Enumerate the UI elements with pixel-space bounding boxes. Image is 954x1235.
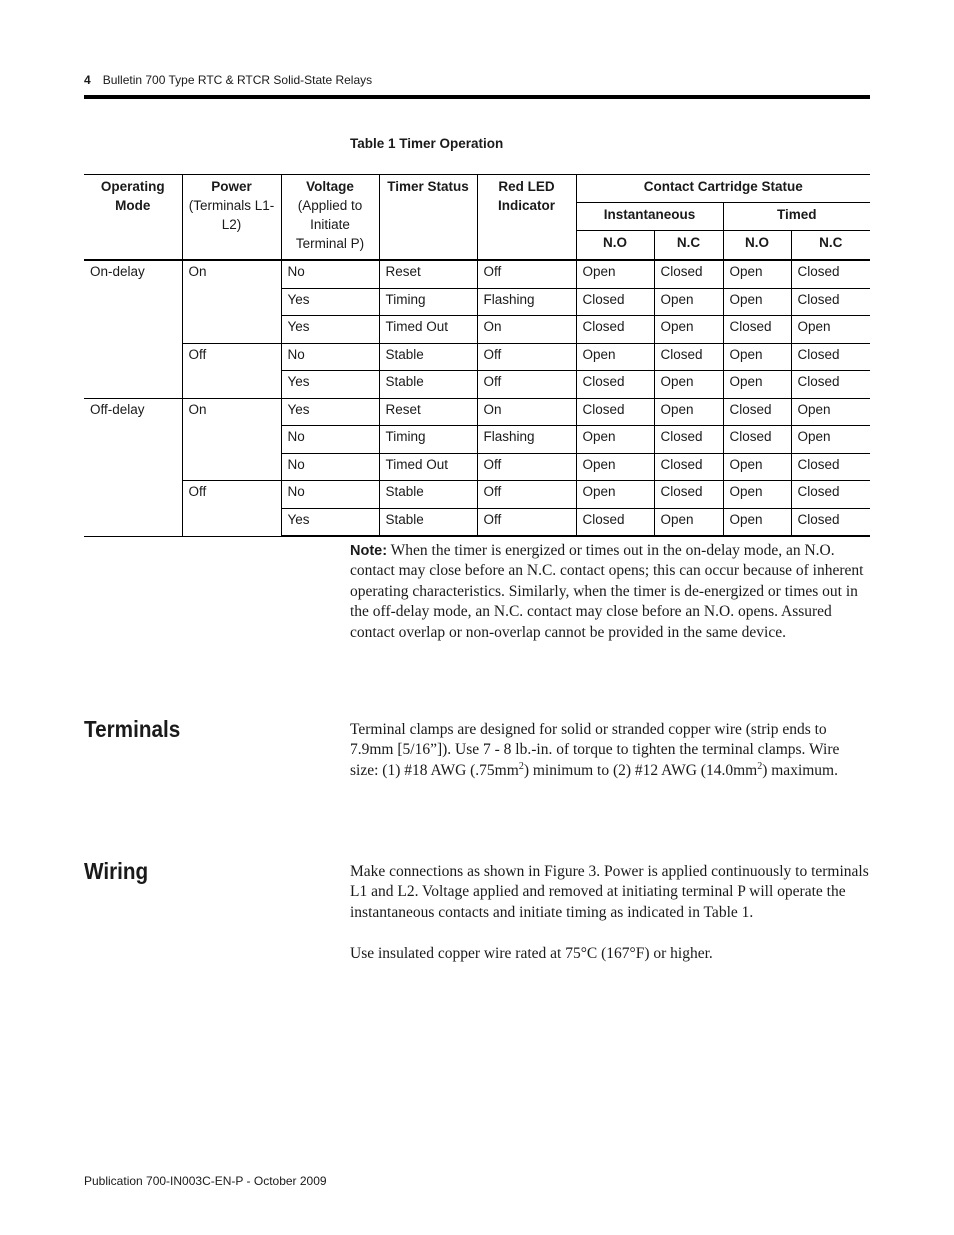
cell-voltage: Yes	[281, 288, 379, 316]
cell-led: Off	[477, 343, 576, 371]
cell-timed-no: Open	[723, 343, 791, 371]
cell-inst-nc: Closed	[654, 343, 723, 371]
header-rule	[84, 95, 870, 99]
cell-voltage: No	[281, 481, 379, 509]
cell-inst-nc: Open	[654, 316, 723, 344]
cell-timed-nc: Closed	[791, 371, 870, 399]
cell-timed-nc: Open	[791, 398, 870, 426]
cell-status: Reset	[379, 398, 477, 426]
cell-timed-no: Open	[723, 481, 791, 509]
cell-inst-no: Open	[576, 426, 654, 454]
col-header-power: Power (Terminals L1-L2)	[182, 175, 281, 261]
cell-timed-no: Open	[723, 371, 791, 399]
page-header	[84, 73, 372, 87]
cell-timed-nc: Closed	[791, 343, 870, 371]
cell-led: Off	[477, 371, 576, 399]
cell-timed-nc: Open	[791, 316, 870, 344]
cell-status: Timing	[379, 426, 477, 454]
cell-status: Stable	[379, 481, 477, 509]
table-row	[84, 481, 870, 509]
col-header-timed-no: N.O	[723, 231, 791, 261]
cell-status: Stable	[379, 343, 477, 371]
col-header-contact-group: Contact Cartridge Statue	[576, 175, 870, 203]
cell-voltage: No	[281, 260, 379, 288]
page-footer: Publication 700-IN003C-EN-P - October 2009	[84, 1174, 327, 1188]
page-number: 4	[84, 73, 91, 87]
col-header-inst-no: N.O	[576, 231, 654, 261]
cell-inst-no: Closed	[576, 508, 654, 536]
cell-inst-nc: Open	[654, 398, 723, 426]
cell-led: Off	[477, 260, 576, 288]
cell-mode: On-delay	[84, 260, 182, 398]
cell-inst-no: Open	[576, 343, 654, 371]
table-row	[84, 398, 870, 426]
wiring-heading: Wiring	[84, 858, 149, 884]
col-header-operating-mode: Operating Mode	[100, 179, 165, 213]
wiring-paragraph-2: Use insulated copper wire rated at 75°C (167°F) or higher.	[350, 945, 713, 962]
header-title: Bulletin 700 Type RTC & RTCR Solid-State Relays	[102, 73, 373, 87]
cell-timed-nc: Closed	[791, 260, 870, 288]
cell-voltage: No	[281, 453, 379, 481]
timer-operation-table	[84, 174, 870, 537]
cell-inst-nc: Open	[654, 371, 723, 399]
cell-status: Timed Out	[379, 316, 477, 344]
note-paragraph	[350, 541, 870, 643]
cell-timed-no: Closed	[723, 316, 791, 344]
cell-voltage: Yes	[281, 316, 379, 344]
col-header-inst-nc: N.C	[654, 231, 723, 261]
cell-timed-nc: Closed	[791, 508, 870, 536]
cell-inst-nc: Closed	[654, 481, 723, 509]
cell-status: Timing	[379, 288, 477, 316]
cell-status: Reset	[379, 260, 477, 288]
terminals-paragraph: Terminal clamps are designed for solid or stranded copper wire (strip ends to 7.9mm [5/16”]). Use 7 - 8 lb.-in. of torque to tighten the terminal clamps. Wire size: (1) #18 AWG $(.75mm^2)$ minimum to (2) #12 AWG $(14.0mm^2)$ maximum.	[350, 721, 840, 779]
terminals-heading: Terminals	[84, 716, 181, 742]
cell-timed-nc: Closed	[791, 453, 870, 481]
cell-timed-nc: Closed	[791, 288, 870, 316]
table-caption: Table 1 Timer Operation	[350, 136, 504, 151]
col-header-power-sub: (Terminals L1-L2)	[188, 198, 275, 232]
cell-inst-nc: Closed	[654, 453, 723, 481]
cell-led: Flashing	[477, 288, 576, 316]
cell-led: Off	[477, 453, 576, 481]
cell-inst-no: Open	[576, 453, 654, 481]
note-label: Note:	[350, 543, 388, 559]
cell-timed-no: Closed	[723, 426, 791, 454]
cell-led: Flashing	[477, 426, 576, 454]
cell-timed-nc: Closed	[791, 481, 870, 509]
cell-timed-no: Open	[723, 288, 791, 316]
col-header-timed: Timed	[723, 203, 870, 231]
cell-timed-no: Open	[723, 508, 791, 536]
cell-inst-no: Closed	[576, 316, 654, 344]
cell-inst-no: Closed	[576, 371, 654, 399]
superscript: 2	[518, 760, 524, 772]
cell-voltage: Yes	[281, 508, 379, 536]
cell-timed-nc: Open	[791, 426, 870, 454]
superscript: 2	[757, 760, 763, 772]
col-header-red-led: Red LED Indicator	[477, 175, 576, 261]
cell-voltage: Yes	[281, 398, 379, 426]
cell-inst-no: Closed	[576, 288, 654, 316]
note-text: When the timer is energized or times out in the on-delay mode, an N.O. contact may close before an N.C. contact opens; this can occur because of inherent operating characteristics. Similarly, when the timer is de-energized or times out in the off-delay mode, an N.C. contact may close before an N.O. opens. Assured contact overlap or non-overlap cannot be provided in the same device.	[350, 542, 864, 641]
cell-power: On	[182, 398, 281, 481]
cell-voltage: Yes	[281, 371, 379, 399]
col-header-timed-nc: N.C	[791, 231, 870, 261]
cell-led: On	[477, 316, 576, 344]
cell-inst-no: Open	[576, 481, 654, 509]
table-row	[84, 260, 870, 288]
cell-mode: Off-delay	[84, 398, 182, 536]
cell-led: Off	[477, 508, 576, 536]
col-header-timer-status: Timer Status	[379, 175, 477, 261]
cell-timed-no: Open	[723, 260, 791, 288]
cell-status: Timed Out	[379, 453, 477, 481]
col-header-voltage: Voltage (Applied to Initiate Terminal P)	[281, 175, 379, 261]
cell-timed-no: Closed	[723, 398, 791, 426]
cell-voltage: No	[281, 426, 379, 454]
cell-inst-nc: Closed	[654, 426, 723, 454]
cell-inst-nc: Open	[654, 508, 723, 536]
cell-inst-nc: Closed	[654, 260, 723, 288]
cell-inst-no: Open	[576, 260, 654, 288]
cell-led: Off	[477, 481, 576, 509]
cell-power: On	[182, 260, 281, 343]
table-row	[84, 343, 870, 371]
wiring-paragraph-1: Make connections as shown in Figure 3. Power is applied continuously to terminals L1 and L2. Voltage applied and removed at initiating terminal P will operate the instantaneous contacts and initiate timing as indicated in Table 1.	[350, 863, 869, 921]
cell-voltage: No	[281, 343, 379, 371]
col-header-instantaneous: Instantaneous	[576, 203, 723, 231]
cell-inst-nc: Open	[654, 288, 723, 316]
col-header-voltage-sub: (Applied to Initiate Terminal P)	[295, 198, 365, 251]
cell-inst-no: Closed	[576, 398, 654, 426]
cell-power: Off	[182, 481, 281, 537]
cell-led: On	[477, 398, 576, 426]
cell-power: Off	[182, 343, 281, 398]
cell-status: Stable	[379, 508, 477, 536]
cell-status: Stable	[379, 371, 477, 399]
cell-timed-no: Open	[723, 453, 791, 481]
